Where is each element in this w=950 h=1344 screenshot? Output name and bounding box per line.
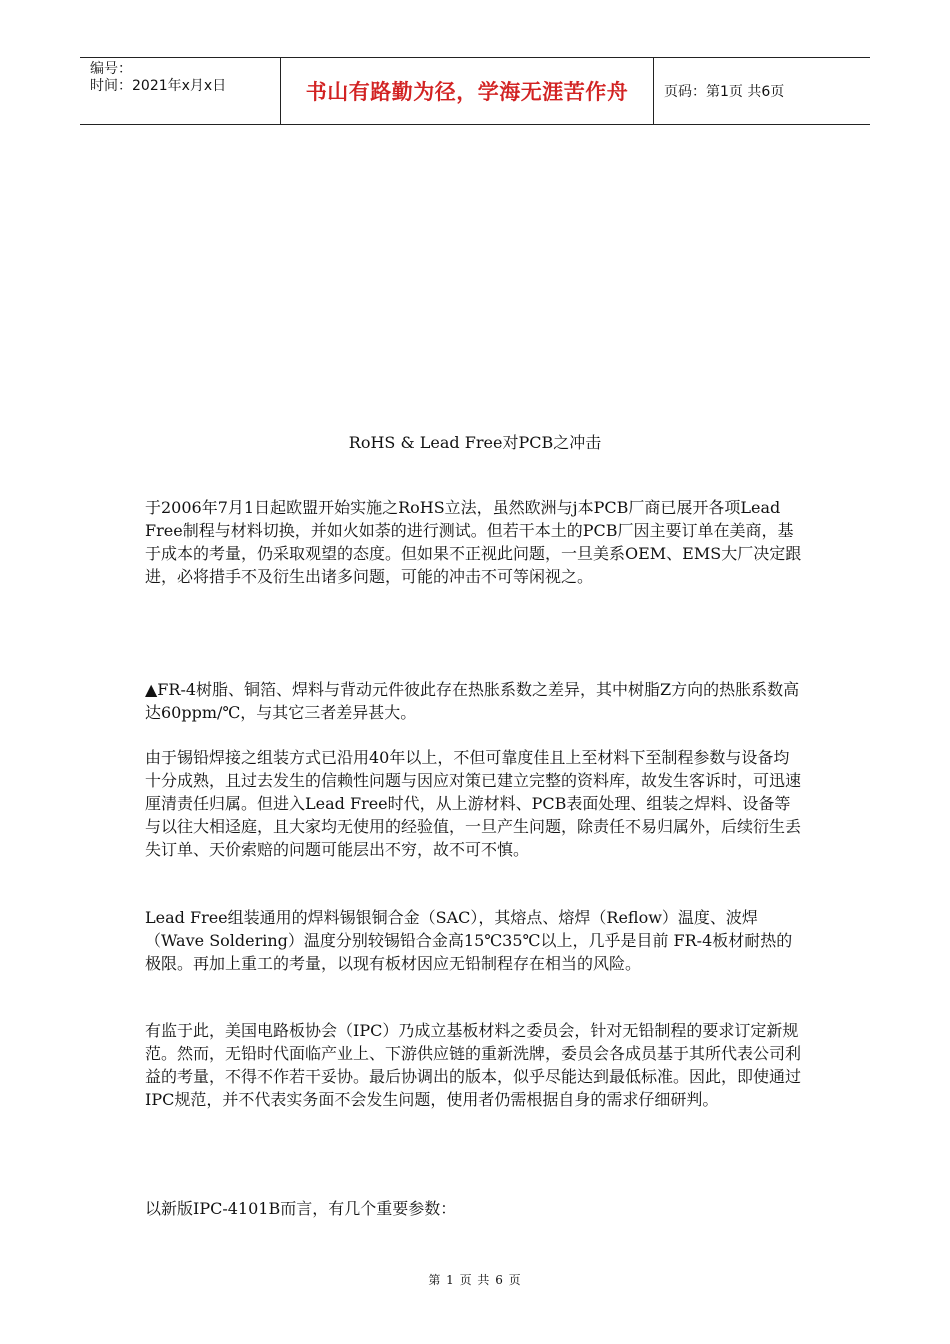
header-motto: 书山有路勤为径，学海无涯苦作舟	[281, 58, 654, 124]
document-time-label: 时间：2021年x月x日	[90, 78, 227, 94]
paragraph-ipc-committee: 有监于此，美国电路板协会（IPC）乃成立基板材料之委员会，针对无铅制程的要求订定新规范。然而，无铅时代面临产业上、下游供应链的重新洗牌，委员会各成员基于其所代表公司利益的考量，不得不作若干妥协。最后协调出的版本，似乎尽能达到最低标准。因此，即使通过 IPC规范，并不代表实务面不会发生问题，使用者仍需根据自身的需求仔细研判。	[145, 1021, 802, 1109]
page-footer: 第 1 页 共 6 页	[428, 1273, 522, 1287]
paragraph-tin-lead-history: 由于锡铅焊接之组装方式已沿用40年以上，不但可靠度佳且上至材料下至制程参数与设备均十分成熟，且过去发生的信赖性问题与因应对策已建立完整的资料库，故发生客诉时，可迅速厘清责任归属。但进入Lead Free时代，从上游材料、PCB表面处理、组装之焊料、设备等与以往大相迳庭，且大家均无使用的经验值，一旦产生问题，除责任不易归属外，后续衍生丢失订单、天价索赔的问题可能层出不穷，故不可不慎。	[145, 748, 802, 859]
header-meta-cell	[80, 58, 281, 124]
document-title: RoHS & Lead Free对PCB之冲击	[348, 433, 602, 452]
header-page-label: 页码：第1页 共6页	[664, 84, 785, 100]
page-header	[80, 57, 870, 125]
paragraph-figure-note: ▲FR-4树脂、铜箔、焊料与背动元件彼此存在热胀系数之差异，其中树脂Z方向的热胀系数高达60ppm/℃，与其它三者差异甚大。	[145, 680, 800, 722]
paragraph-ipc-4101b: 以新版IPC-4101B而言，有几个重要参数：	[145, 1199, 457, 1218]
paragraph-sac-solder: Lead Free组装通用的焊料锡银铜合金（SAC），其熔点、熔焊（Reflow）温度、波焊（Wave Soldering）温度分别较锡铅合金高15℃35℃以上，几乎是目前 FR-4板材耐热的极限。再加上重工的考量，以现有板材因应无铅制程存在相当的风险。	[145, 908, 793, 973]
document-number-label: 编号：	[90, 61, 132, 77]
paragraph-intro: 于2006年7月1日起欧盟开始实施之RoHS立法，虽然欧洲与j本PCB厂商已展开各项Lead Free制程与材料切换，并如火如荼的进行测试。但若干本土的PCB厂因主要订单在美商，基于成本的考量，仍采取观望的态度。但如果不正视此问题，一旦美系OEM、EMS大厂决定跟进，必将措手不及衍生出诸多问题，可能的冲击不可等闲视之。	[145, 498, 802, 586]
